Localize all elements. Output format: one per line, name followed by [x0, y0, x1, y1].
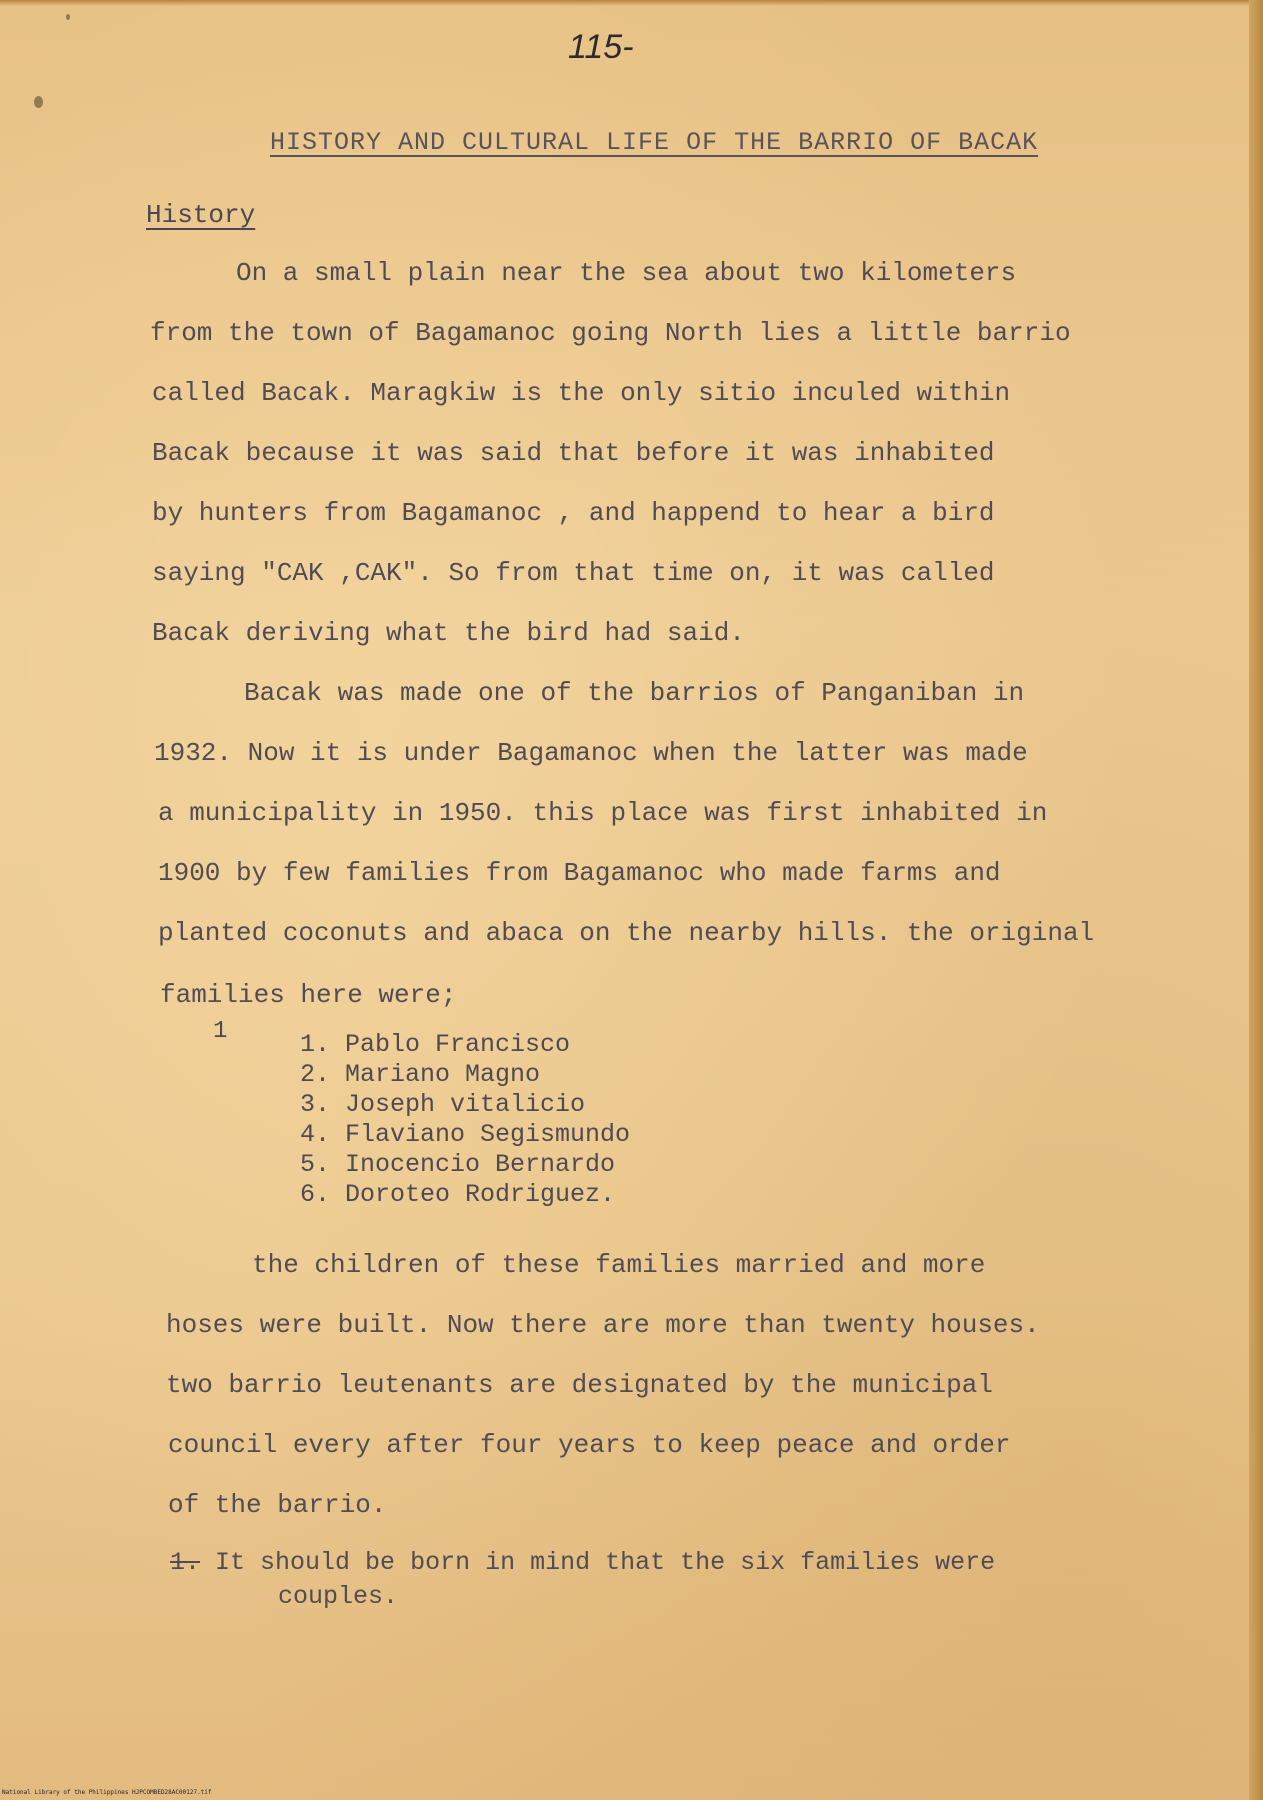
- paragraph2-line: planted coconuts and abaca on the nearby hills. the original: [158, 918, 1095, 948]
- list-item: 5. Inocencio Bernardo: [300, 1150, 616, 1179]
- footnote-marker: 1: [213, 1018, 228, 1045]
- list-item: 1. Pablo Francisco: [300, 1030, 571, 1059]
- paragraph3-line: hoses were built. Now there are more than twenty houses.: [166, 1310, 1040, 1340]
- paper-top-edge: [0, 0, 1263, 6]
- footer-credit: National Library of the Philippines HJPCOMBED28AC00127.tif: [2, 1789, 212, 1796]
- page-number: 115-: [568, 28, 634, 66]
- original-families-list: [300, 1030, 630, 1210]
- paragraph1-line: On a small plain near the sea about two kilometers: [236, 258, 1017, 288]
- paragraph1-line: Bacak because it was said that before it was inhabited: [152, 438, 995, 468]
- paragraph2-line: 1932. Now it is under Bagamanoc when the latter was made: [154, 738, 1028, 768]
- ink-spot: [66, 14, 70, 20]
- paragraph1-line: saying "CAK ,CAK". So from that time on, it was called: [152, 558, 995, 588]
- paragraph2-line: Bacak was made one of the barrios of Panganiban in: [244, 678, 1025, 708]
- paragraph1-line: called Bacak. Maragkiw is the only sitio inculed within: [152, 378, 1011, 408]
- section-heading-history: History: [146, 200, 256, 230]
- paragraph2-line: 1900 by few families from Bagamanoc who made farms and: [158, 858, 1001, 888]
- paragraph3-line: council every after four years to keep peace and order: [168, 1430, 1011, 1460]
- paragraph1-line: from the town of Bagamanoc going North lies a little barrio: [150, 318, 1071, 348]
- list-item: 4. Flaviano Segismundo: [300, 1120, 631, 1149]
- footnote-number: 1.: [170, 1548, 201, 1577]
- list-item: 3. Joseph vitalicio: [300, 1090, 586, 1119]
- footnote: [170, 1548, 995, 1577]
- ink-spot: [34, 96, 43, 108]
- list-item: 6. Doroteo Rodriguez.: [300, 1180, 616, 1209]
- paper-right-edge: [1249, 0, 1263, 1800]
- paragraph1-line: by hunters from Bagamanoc , and happend to hear a bird: [152, 498, 995, 528]
- document-title: HISTORY AND CULTURAL LIFE OF THE BARRIO OF BACAK: [270, 128, 1039, 157]
- paragraph3-line: of the barrio.: [168, 1490, 387, 1520]
- paragraph3-line: two barrio leutenants are designated by the municipal: [166, 1370, 993, 1400]
- paragraph3-line: the children of these families married and more: [252, 1250, 986, 1280]
- list-item: 2. Mariano Magno: [300, 1060, 541, 1089]
- paragraph2-line: families here were;: [160, 980, 457, 1010]
- paragraph1-line: Bacak deriving what the bird had said.: [152, 618, 745, 648]
- footnote-text-line2: couples.: [278, 1582, 399, 1611]
- paragraph2-line: a municipality in 1950. this place was first inhabited in: [158, 798, 1048, 828]
- footnote-text-line1: It should be born in mind that the six families were: [215, 1548, 996, 1577]
